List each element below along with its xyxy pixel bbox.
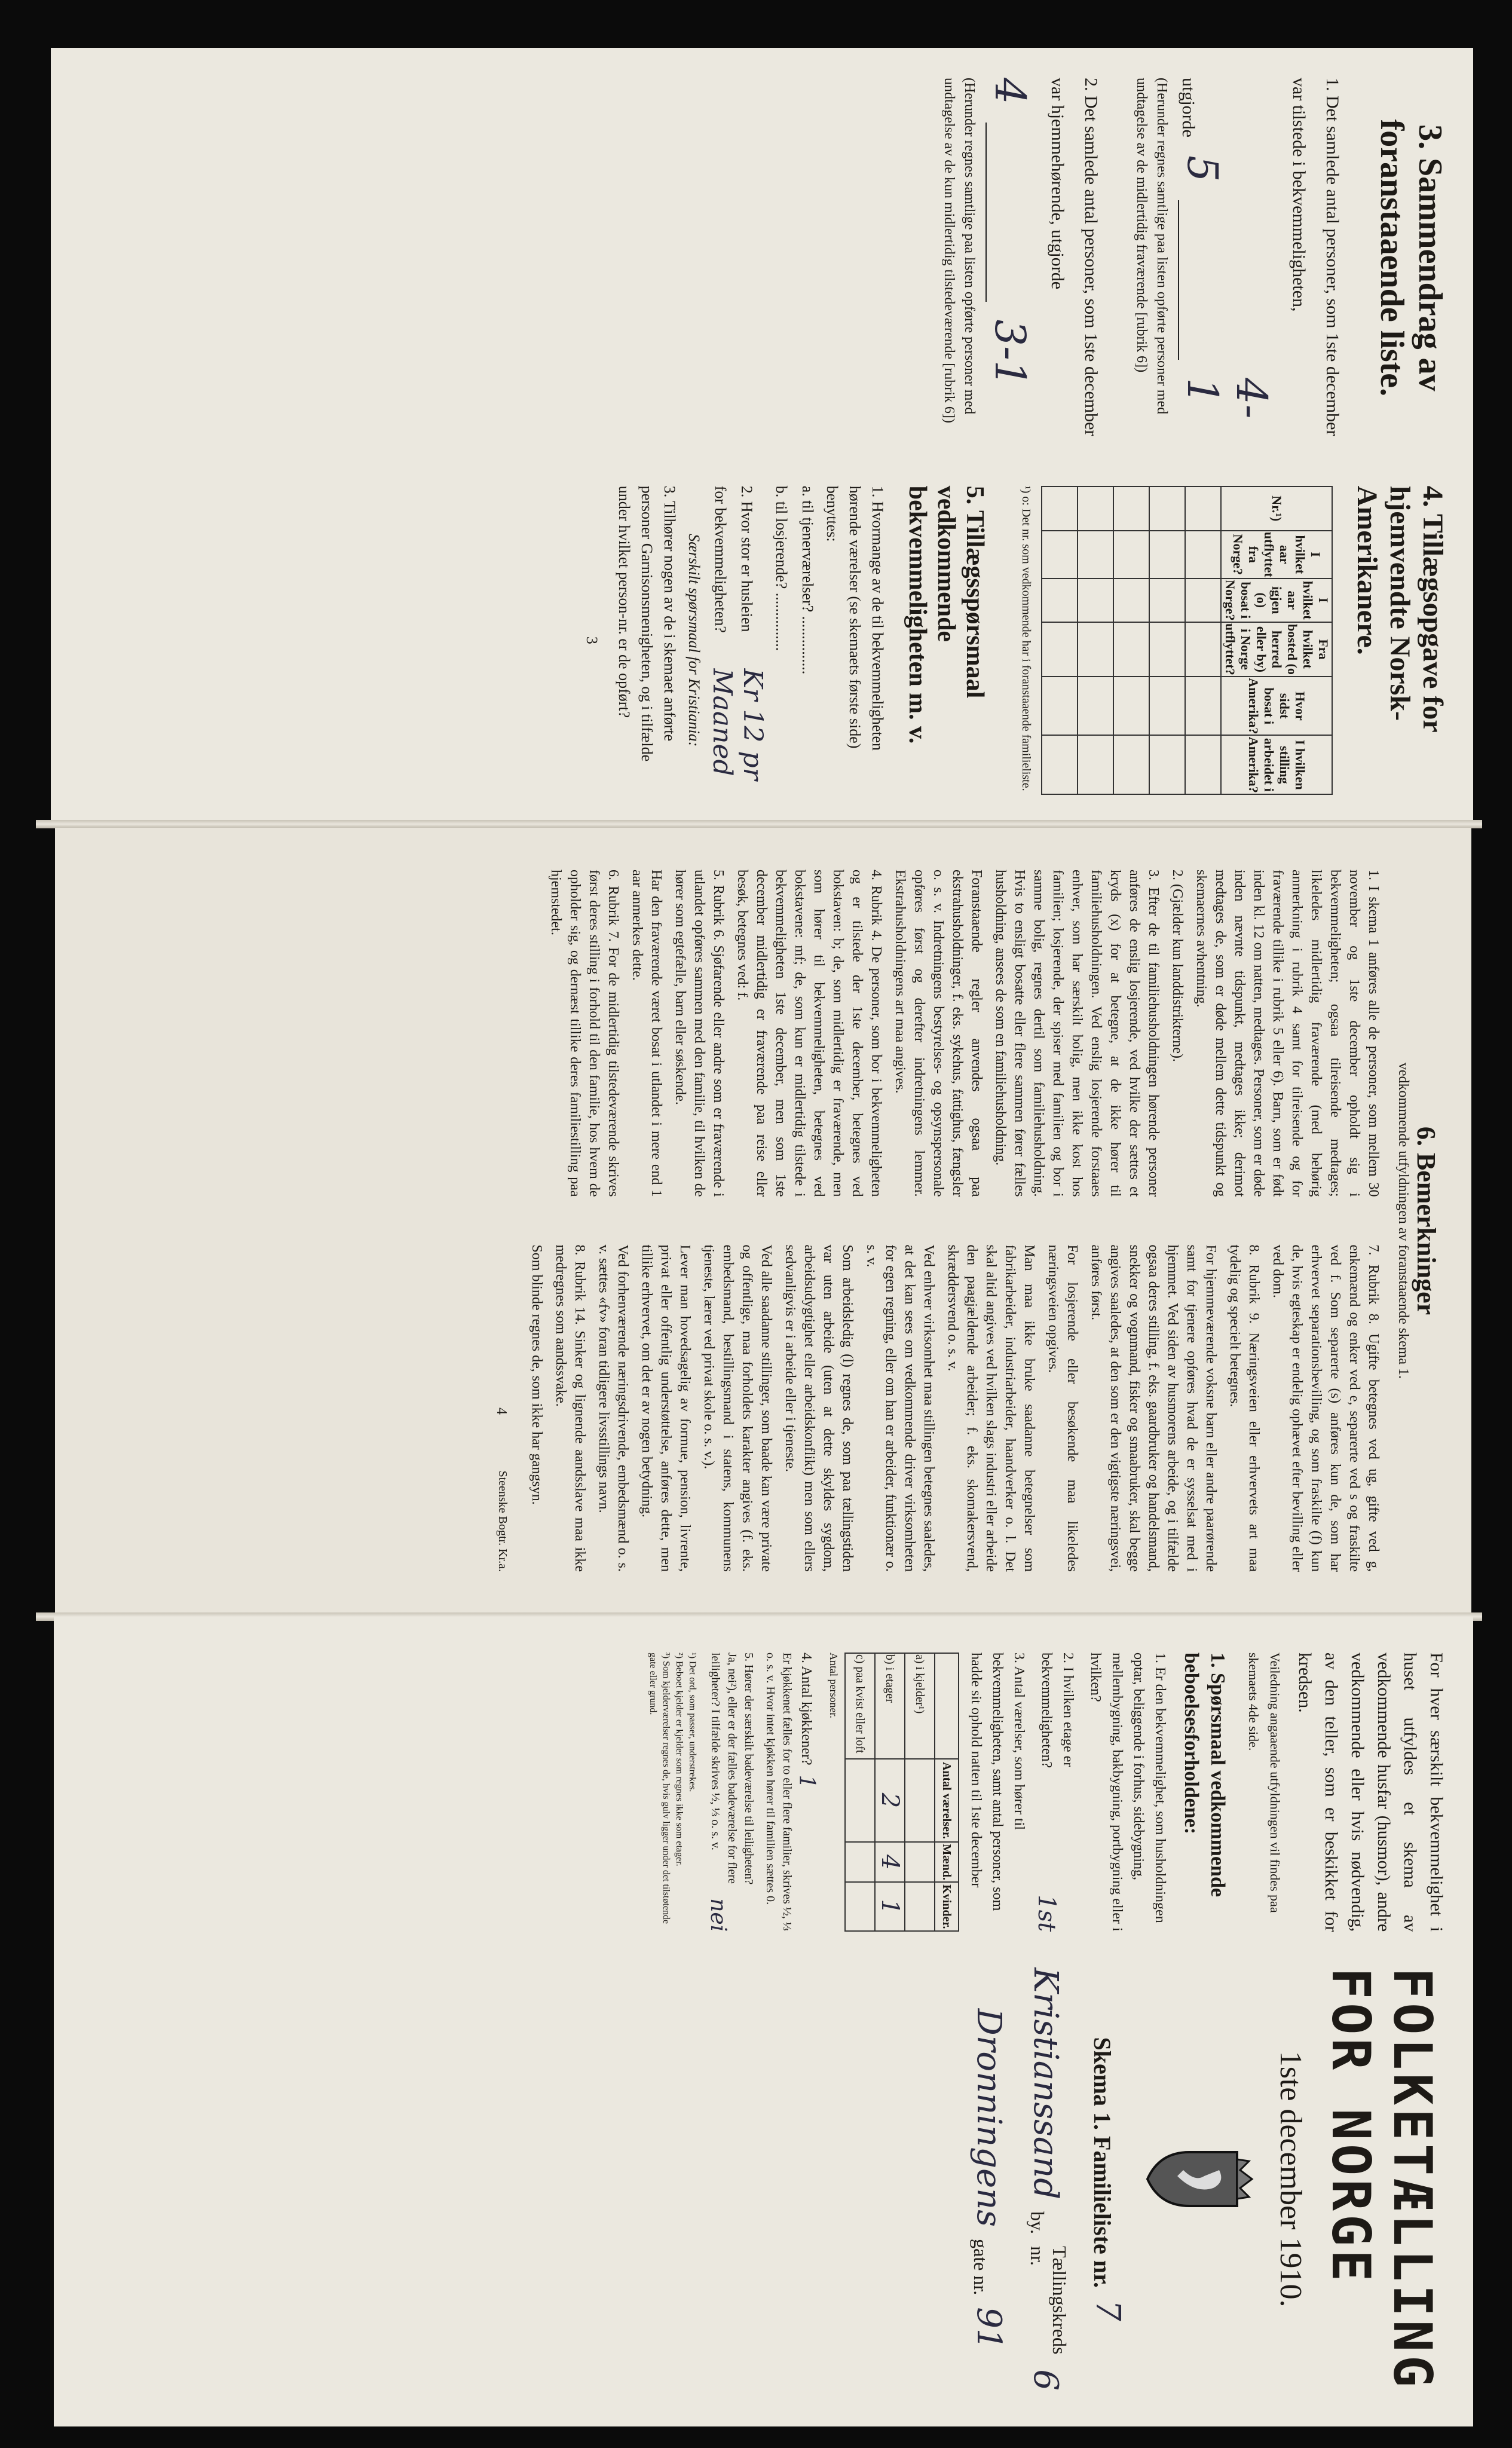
cover-by-label: by. — [1027, 2211, 1048, 2235]
cover-row-c: c) paa kvist eller loft — [845, 1653, 875, 1759]
cover-footnote-1: ¹) Det ord, som passer, understrekes. — [687, 1653, 697, 1792]
cover-date: 1ste december 1910. — [1274, 2051, 1308, 2308]
section-5-heading: 5. Tillægsspørsmaal vedkommende bekvemmeligheten m. v. — [904, 485, 988, 744]
section-3-item2-value2: 3-1 — [985, 319, 1034, 387]
section-3-item2: 2. Det samlede antal personer, som 1ste december var hjemmehørende, utgjorde — [1048, 78, 1101, 436]
remark-16: Ved alle saadanne stillinger, som baade kan være private og offentlige, maa forholdets karakter angives (f. eks. embedsmand, bestillingsmand i statens, kommunens tjeneste, lærer ved privat skole o. s. v.). — [701, 1244, 774, 1572]
sheet-remarks — [55, 828, 1471, 1614]
remark-14: Ved enhver virksomhet maa stillingen betegnes saaledes, at det kan sees om vedkommende driver virksomheten for egen regning, eller om han er arbeider, funktionær o. s. v. — [864, 1244, 936, 1572]
remark-19: 8. Rubrik 14. Sinker og lignende aandsslave maa ikke medregnes som aandssvake. — [553, 1244, 587, 1572]
cover-q2-value: 1st — [1033, 1895, 1060, 1932]
cover-skema-value: 7 — [1088, 2300, 1127, 2321]
cover-footnote-2: ²) Beboet kjelder er kjelder som regnes ikke som etager. — [674, 1653, 684, 1866]
cover-q4-value: 1 — [794, 1774, 819, 1789]
cover-q1: 1. Er den bekvemmelighet, som husholdningen optar, beliggende i forhus, sidebygning, mellembygning, bakbygning, portbygning eller i hvilken? — [1088, 1653, 1168, 1932]
section-3-item1-note: (Herunder regnes samtlige paa listen opførte personer med undtagelse av de midlertidig fraværende [rubrik 6]) — [1134, 78, 1170, 415]
remark-4: Foranstaaende regler anvendes ogsaa paa ekstrahusholdninger, f. eks. sykehus, fattighus, fængsler o. s. v. Indretningens bestyrelses- og opsynspersonale opføres først og derefter indretningens lemmer. Ekstrahusholdningens art maa angives. — [892, 870, 984, 1197]
col-bosat: I hvilket aar igjen (o) bosat i Norge? — [1221, 579, 1332, 622]
section-5-q3: 3. Tilhører nogen av de i skemaet anførte personer Garnisonsmenigheten, og i tilfælde under hvilket person-nr. er de opført? — [616, 485, 678, 762]
cover-title: FOLKETÆLLING FOR NORGE — [1320, 1967, 1443, 2391]
section-6-heading: 6. Bemerkninger — [1412, 1126, 1441, 1315]
section-4-table — [1041, 486, 1333, 795]
remark-15: Som arbeidsledig (l) regnes de, som paa tællingstiden var uten arbeide (uten at dette skyldes sygdom, arbeidsudygtighet eller arbeidskonflikt) men som ellers sedvanligvis er i arbeide eller i tjeneste. — [782, 1244, 855, 1572]
remark-7: Har den fraværende været bosat i utlandet i mere end 1 aar anmerkes dette. — [629, 870, 664, 1197]
section-4-heading: 4. Tillægsopgave for hjemvendte Norsk-Amerikanere. — [1351, 485, 1449, 732]
cover-row-a: a) i kjelder¹) — [905, 1653, 935, 1759]
section-6-body — [527, 870, 1383, 1572]
cover-intro: For hver særskilt bekvemmelighet i huset utfyldes et skema av vedkommende husfar (husmor), andre vedkommende eller hvis nødvendig, av den teller, som er beskikket for kredsen. — [1295, 1653, 1446, 1932]
col-nr: Nr.¹) — [1221, 486, 1332, 531]
remark-11: For hjemmeværende voksne barn eller andre paarørende samt for tjenere opføres hvad de er sysselsat med i hjemmet. Ved siden av husmorens arbeide, og i tilfælde ogsaa deres stilling, f. eks. gaardbruker og handelsmand, snekker og vognmand, fisker og smaabruker, skal begge angives saaledes, at den som er den vigtigste næringsvei, anføres først. — [1088, 1244, 1219, 1572]
cover-th-persons: Antal personer. — [828, 1653, 840, 1718]
cover-content — [54, 1617, 1473, 2426]
cover-skema: Skema 1. Familieliste nr. — [1089, 2037, 1116, 2288]
remark-1: 1. I skema 1 anføres alle de personer, som mellem 30 november og 1ste december opholdt sig i bekvemmeligheten; ogsaa tilreisende medtages; likeledes midlertidig fraværende (med behørig anmerkning i rubrik 4 samt for tilreisende og for fraværende tillike i rubrik 5 eller 6). Barn, som er født inden kl. 12 om natten, medtages. Personer, som er døde inden nævnte tidspunkt, medtages ikke; derimot medtages de, som er døde mellem dette tidspunkt og skemaernes avhentning. — [1193, 870, 1381, 1197]
cover-q3: 3. Antal værelser, som hører til bekvemmeligheten, samt antal personer, som hadde sit ophold natten til 1ste december — [968, 1653, 1027, 1911]
section-6-subheading: vedkommende utfyldningen av foranstaaende skema 1. — [1395, 1062, 1411, 1379]
remark-10: 8. Rubrik 9. Næringsveien eller erhvervets art maa tydelig og specielt betegnes. — [1227, 1244, 1262, 1572]
col-amerika: Hvor sidst bosat i Amerika? — [1221, 677, 1332, 735]
printer-imprint: Steenske Bogtr. Kr.a. — [496, 1470, 509, 1572]
cover-men-value: 4 — [875, 1842, 905, 1882]
section-3-item1: 1. Det samlede antal personer, som 1ste december var tilstede i bekvemmeligheten, — [1289, 78, 1342, 436]
remark-12: For losjerende eller besøkende maa likeledes næringsveien opgives. — [1045, 1244, 1080, 1572]
coat-of-arms-icon — [1141, 2128, 1261, 2230]
col-fra-bosted: Fra hvilket bosted (o herred eller by) i Norge utflyttet? — [1221, 622, 1332, 677]
cover-krets-label: Tællingskreds nr. — [1027, 2246, 1070, 2355]
remark-9: 7. Rubrik 8. Ugifte betegnes ved ug, gifte ved g, enkemænd og enker ved e, separerte ved s og fraskilte ved f. Som separerte (s) anføres kun de, som har erhvervet separationsbevilling, og som fraskilte (f) kun de, hvis egteskap er endelig ophævet efter bevilling eller ved dom. — [1270, 1244, 1381, 1572]
page-number-4: 4 — [494, 1407, 509, 1415]
remark-3: 3. Efter de til familiehusholdningen hørende personer anføres de enslig losjerende, ved hvilke der sættes et kryds (x) for at betegne, at de ikke hører til familiehusholdningen. Ved enslig losjerende forstaaes enhver, som har særskilt bolig, men ikke kost hos familien; losjerende, der spiser med familien og bor i samme bolig, regnes dertil som familiehusholdning. Hvis to ensligt bosatte eller flere sammen fører fælles husholdning, ansees de som en familiehusholdning. — [993, 870, 1161, 1197]
cover-rooms-value: 2 — [875, 1759, 905, 1842]
cover-krets-value: 6 — [1026, 2369, 1065, 2391]
col-utflyttet: I hvilket aar utflyttet fra Norge? — [1221, 531, 1332, 579]
cover-gate-value: 91 — [969, 2307, 1008, 2350]
section-5-special: Særskilt spørsmaal for Kristiania: — [685, 534, 703, 747]
cover-row-b: b) i etager — [875, 1653, 905, 1759]
cover-place-value: Kristianssand — [1026, 1967, 1065, 2200]
section-3-heading: 3. Sammendrag av foranstaaende liste. — [1373, 119, 1449, 397]
remark-18: Ved forhenværende næringsdrivende, embedsmænd o. s. v. sættes «fv» foran tidligere livsstillings navn. — [596, 1244, 630, 1572]
section-5-q2-answer: Kr 12 pr Maaned — [707, 668, 768, 781]
cover-heading1: 1. Spørsmaal vedkommende beboelsesforholdene: — [1180, 1653, 1229, 1897]
section-5-q2: 2. Hvor stor er husleien for bekvemmeligheten? — [712, 485, 755, 633]
cover-footnote-3: ³) Som kjelderværelser regnes de, hvis gulv ligger under det tilstøtende gate eller grund. — [648, 1653, 671, 1924]
section-3-item1-value2: 4-1 — [1178, 378, 1276, 419]
remark-5: 4. Rubrik 4. De personer, som bor i bekvemmeligheten og er tilstede der 1ste december, betegnes ved bokstaven: b; de, som midlertidig er fraværende, men som hører til bekvemmeligheten, betegnes ved bokstavene: mf; de, som kun er midlertidig tilstede i bekvemmeligheten 1ste december, men som 1ste december midlertidig er fraværende paa reise eller besøk, betegnes ved: f. — [734, 870, 884, 1197]
remarks-panel — [55, 828, 1471, 1614]
cover-women-value: 1 — [875, 1882, 905, 1931]
cover-q4: 4. Antal kjøkkener? — [798, 1653, 814, 1765]
fold-1 — [36, 820, 1482, 828]
cover-q4-extra: Er kjøkkenet fælles for to eller flere familier, skrives ½, ⅓ o. s. v. Hvor intet kjøkken hører til familien sættes 0. — [764, 1653, 794, 1931]
remark-17: Lever man hovedsagelig av formue, pension, livrente, privat eller offentlig understøttelse, anføres dette, men tillike erhvervet, om det er av nogen betydning. — [639, 1244, 693, 1572]
cover-q2: 2. I hvilken etage er bekvemmeligheten? — [1039, 1653, 1076, 1768]
section-3-utgjorde: utgjorde — [1179, 78, 1198, 137]
summary-panel — [51, 48, 1473, 825]
remark-20: Som blinde regnes de, som ikke har gangsyn. — [529, 1244, 544, 1505]
section-5-q1b: b. til losjerende? ............... — [773, 485, 790, 651]
section-5-q1: 1. Hvormange av de til bekvemmeligheten hørende værelser (se skemaets første side) benyttes: — [824, 485, 886, 751]
cover-gate-label: gate nr. — [970, 2239, 991, 2296]
cover-q5: 5. Hører der særskilt badeværelse til leiligheten? Ja, nei²), eller er der fælles badeværelse for flere leiligheter? I tilfælde skrives ½, ⅓ o. s. v. — [709, 1653, 755, 1885]
page-number-3: 3 — [583, 636, 601, 644]
section-3-item2-note: (Herunder regnes samtlige paa listen opførte personer med undtagelse av de kun midlertidig tilstedeværende [rubrik 6]) — [941, 78, 977, 423]
cover-th-rooms: Antal værelser. — [935, 1759, 959, 1842]
remark-8: 6. Rubrik 7. For de midlertidig tilstedeværende skrives først deres stilling i forhold til den familie, hos hvem de opholder sig, og dernæst tillike deres familiestilling paa hjemstedet. — [548, 870, 621, 1197]
cover-th-women: Kvinder. — [935, 1882, 959, 1931]
cover-th-men: Mænd. — [935, 1842, 959, 1882]
section-4 — [583, 486, 1449, 795]
sheet-summary — [51, 48, 1473, 825]
cover-room-table — [844, 1653, 959, 1932]
cover-street-value: Dronningens — [969, 2008, 1008, 2227]
section-3-item2-value: 4 — [985, 78, 1034, 105]
section-4-footnote: ¹) o: Det nr. som vedkommende har i foranstaaende familieliste. — [1020, 485, 1033, 791]
remark-2: 2. (Gjælder kun landdistrikterne). — [1170, 870, 1185, 1062]
cover-q5-value: nei — [706, 1898, 730, 1932]
remark-6: 5. Rubrik 6. Sjøfarende eller andre som er fraværende i utlandet opføres sammen med den familie, til hvilken de hører som egtefælle, barn eller søskende. — [672, 870, 726, 1197]
cover-intro2: Veiledning angaaende utfyldningen vil findes paa skemaets 4de side. — [1246, 1653, 1283, 1913]
col-stilling: I hvilken stilling arbeidet i Amerika? — [1221, 735, 1332, 794]
remark-13: Man maa ikke bruke saadanne betegnelser som fabrikarbeider, industriarbeider, haandverker o. l. Det skal altid angives ved hvilken slags industri eller arbeide den paagjældende arbeider; f. eks. skomakersvend, skræddersvend o. s. v. — [945, 1244, 1037, 1572]
section-3-item1-value: 5 — [1178, 155, 1227, 182]
section-5-q1a: a. til tjenerværelser? ............... — [799, 485, 816, 675]
section-3 — [583, 78, 1449, 438]
